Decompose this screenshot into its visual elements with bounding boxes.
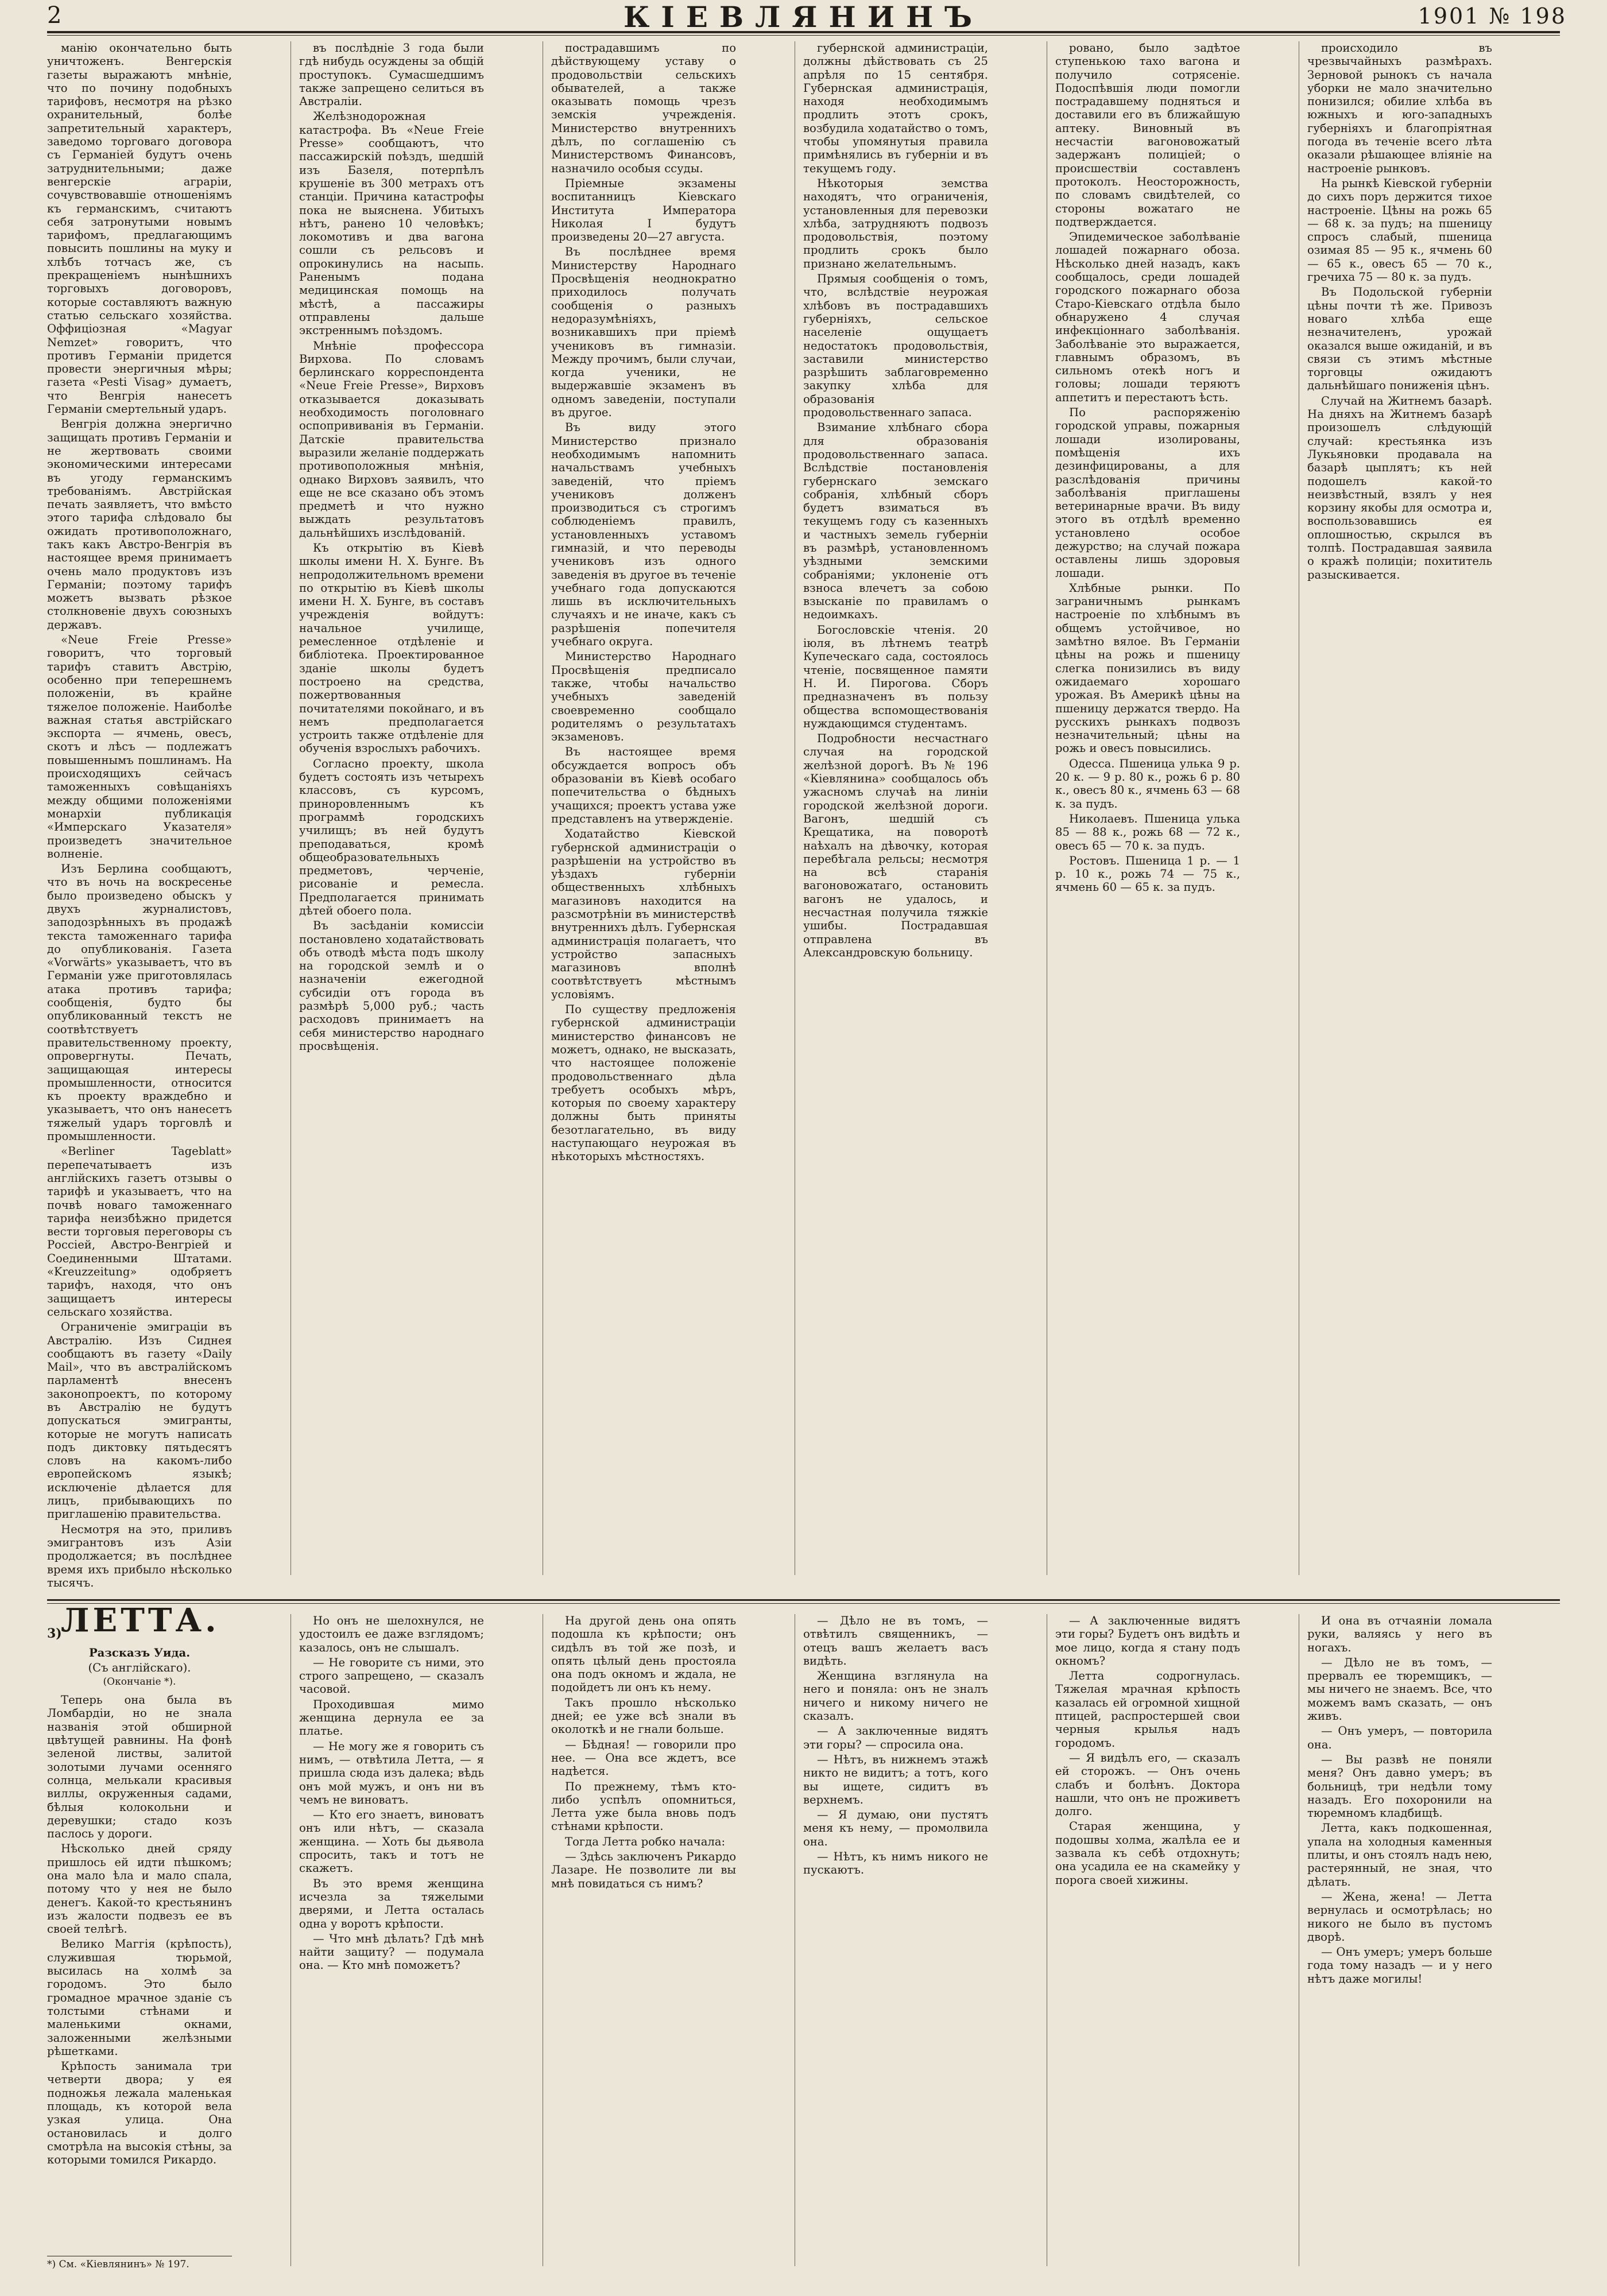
story-paragraph: — А заключенные видятъ эти горы? — спросила она. [803,1724,988,1751]
masthead-rule-thin [47,35,1560,36]
article-paragraph: пострадавшимъ по дѣйствующему уставу о продовольствіи сельскихъ обывателей, а также оказывать помощь чрезъ земскія учрежденія. Министерство внутреннихъ дѣлъ, по соглашенію съ Министерствомъ Финансовъ, назначило особыя ссуды. [551,41,736,175]
story-paragraph: — Онъ умеръ; умеръ больше года тому назадъ — и у него нѣтъ даже могилы! [1307,1945,1492,1985]
article-paragraph: Случай на Житнемъ базарѣ. На дняхъ на Житнемъ базарѣ произошелъ слѣдующій случай: крестьянка изъ Лукьяновки продавала на базарѣ цыплятъ; къ ней подошелъ какой-то неизвѣстный, взялъ у нея корзину якобы для осмотра и, воспользовавшись ея оплошностью, скрылся въ толпѣ. Пострадавшая заявила о кражѣ полиціи; похититель разыскивается. [1307,394,1492,581]
article-paragraph: Пріемные экзамены воспитанницъ Кіевскаго Института Императора Николая I будутъ произведены 20—27 августа. [551,176,736,244]
story-paragraph: Крѣпость занимала три четверти двора; у ея подножья лежала маленькая площадь, къ которой вела узкая улица. Она остановилась и долго смотрѣла на высокія стѣны, за которыми томился Рикардо. [47,2060,232,2167]
story-title-mark: 3) [47,1626,62,1642]
article-paragraph: Ходатайство Кіевской губернской администраціи о разрѣшеніи на устройство въ уѣздахъ губерніи общественныхъ хлѣбныхъ магазиновъ находится на разсмотрѣніи въ министерствѣ внутреннихъ дѣлъ. Губернская администрація полагаетъ, что устройство запасныхъ магазиновъ вполнѣ соотвѣтствуетъ мѣстнымъ условіямъ. [551,827,736,1001]
story-paragraph: — Дѣло не въ томъ, — прервалъ ее тюремщикъ, — мы ничего не знаемъ. Все, что можемъ вамъ сказать, — онъ живъ. [1307,1655,1492,1723]
article-paragraph: «Neue Freie Presse» говоритъ, что торговый тарифъ ставитъ Австрію, особенно при теперешнемъ положеніи, въ крайне тяжелое положеніе. Наиболѣе важная статья австрійскаго экспорта — ячмень, овесъ, скотъ и лѣсъ — подлежатъ повышеннымъ пошлинамъ. На происходящихъ сейчасъ таможенныхъ совѣщаніяхъ между общими положеніями монархіи публикація «Имперскаго Указателя» произведетъ значительное волненіе. [47,633,232,860]
story-paragraph: — Нѣтъ, въ нижнемъ этажѣ никто не видитъ; а тотъ, кого вы ищете, сидитъ въ верхнемъ. [803,1752,988,1806]
article-paragraph: Изъ Берлина сообщаютъ, что въ ночь на воскресенье было произведено обыскъ у двухъ журналистовъ, заподозрѣнныхъ въ продажѣ текста таможеннаго тарифа до опубликованія. Газета «Vorwärts» указываетъ, что въ Германіи уже приготовлялась атака противъ тарифа; сообщенія, будто бы опубликованный текстъ не соотвѣтствуетъ правительственному проекту, опровергнуты. Печать, защищающая интересы промышленности, относится къ проекту враждебно и указываетъ, что онъ нанесетъ тяжелый ударъ торговлѣ и промышленности. [47,862,232,1143]
story-paragraph: — Дѣло не въ томъ, — отвѣтилъ священникъ, — отецъ вашъ желаетъ васъ видѣть. [803,1614,988,1667]
article-paragraph: По распоряженію городской управы, пожарныя лошади изолированы, помѣщенія ихъ дезинфицированы, а для разслѣдованія причины заболѣванія приглашены ветеринарные врачи. Въ виду этого въ отдѣлѣ временно установлено особое дежурство; на случай пожара оставлены лишь здоровыя лошади. [1055,406,1240,580]
story-paragraph: По прежнему, тѣмъ кто-либо успѣлъ опомниться, Летта уже была вновь подъ стѣнами крѣпости. [551,1779,736,1833]
article-paragraph: Венгрія должна энергично защищать противъ Германіи и не жертвовать своими экономическими интересами въ угоду германскимъ требованіямъ. Австрійская печать заявляетъ, что вмѣсто этого тарифа слѣдовало бы ожидать противоположнаго, такъ какъ Австро-Венгрія въ настоящее время принимаетъ очень мало продуктовъ изъ Германіи; поэтому тарифъ можетъ вызвать рѣзкое столкновеніе двухъ союзныхъ державъ. [47,417,232,631]
masthead [0,0,1607,36]
article-paragraph: «Berliner Tageblatt» перепечатываетъ изъ англійскихъ газетъ отзывы о тарифѣ и указываетъ, что на почвѣ новаго таможеннаго тарифа неизбѣжно придется вести торговыя переговоры съ Россіей, Австро-Венгріей и Соединенными Штатами. «Kreuzzeitung» одобряетъ тарифъ, находя, что онъ защищаетъ интересы сельскаго хозяйства. [47,1145,232,1318]
story-paragraph: — Не могу же я говорить съ нимъ, — отвѣтила Летта, — я пришла сюда изъ далека; вѣдь онъ мой мужъ, и онъ ни въ чемъ не виноватъ. [299,1739,484,1806]
story-title: ЛЕТТА. $^{3)}$ [47,1601,220,1642]
story-paragraph: — Здѣсь заключенъ Рикардо Лазаре. Не позволите ли вы мнѣ повидаться съ нимъ? [551,1850,736,1890]
story-paragraph: Велико Маггія (крѣпость), служившая тюрьмой, высилась на холмѣ за городомъ. Это было громадное мрачное зданіе съ толстыми стѣнами и маленькими окнами, заложенными желѣзными рѣшетками. [47,1937,232,2058]
article-paragraph: Одесса. Пшеница улька 9 р. 20 к. — 9 р. 80 к., рожь 6 р. 80 к., овесъ 80 к., ячмень 63 — 68 к. за пудъ. [1055,757,1240,810]
story-paragraph: Летта содрогнулась. Тяжелая мрачная крѣпость казалась ей огромной хищной птицей, распростершей свои черныя крылья надъ городомъ. [1055,1669,1240,1750]
article-paragraph: Въ засѣданіи комиссіи постановлено ходатайствовать объ отводѣ мѣста подъ школу на городской землѣ и о назначеніи ежегодной субсидіи отъ города въ размѣрѣ 5,000 руб.; часть расходовъ принимаетъ на себя министерство народнаго просвѣщенія. [299,919,484,1053]
story-paragraph: — Нѣтъ, къ нимъ никого не пускаютъ. [803,1850,988,1877]
news-column-3 [551,41,736,1580]
story-paragraph: — Вы развѣ не поняли меня? Онъ давно умеръ; въ больницѣ, три недѣли тому назадъ. Его похоронили на тюремномъ кладбищѣ. [1307,1752,1492,1820]
story-paragraph: — А заключенные видятъ эти горы? Будетъ онъ видѣть и мое лицо, когда я стану подъ окномъ? [1055,1614,1240,1667]
news-column-4 [803,41,988,1580]
article-paragraph: Подробности несчастнаго случая на городской желѣзной дорогѣ. Въ № 196 «Кіевлянина» сообщалось объ ужасномъ случаѣ на линіи городской желѣзной дороги. Вагонъ, шедшій съ Крещатика, на поворотѣ наѣхалъ на дѣвочку, которая перебѣгала рельсы; несмотря на всѣ старанія вагоновожатаго, остановить вагонъ не удалось, и несчастная получила тяжкіе ушибы. Пострадавшая отправлена въ Александровскую больницу. [803,732,988,959]
article-paragraph: На рынкѣ Кіевской губерніи до сихъ поръ держится тихое настроеніе. Цѣны на рожь 65 — 68 к. за пудъ; на пшеницу спросъ слабый, пшеница озимая 85 — 95 к., ячмень 60 — 65 к., овесъ 65 — 70 к., гречиха 75 — 80 к. за пудъ. [1307,176,1492,284]
article-paragraph: Нѣкоторыя земства находятъ, что ограниченія, установленныя для перевозки хлѣба, затрудняютъ подвозъ продовольствія, поэтому продлить срокъ было признано желательнымъ. [803,176,988,270]
story-paragraph: Въ это время женщина исчезла за тяжелыми дверями, и Летта осталась одна у воротъ крѣпости. [299,1876,484,1930]
article-paragraph: Къ открытію въ Кіевѣ школы имени Н. Х. Бунге. Въ непродолжительномъ времени по открытію въ Кіевѣ школы имени Н. Х. Бунге, въ составъ учрежденія войдутъ: начальное училище, ремесленное отдѣленіе и библіотека. Проектированное зданіе школы будетъ построено на средства, пожертвованныя почитателями покойнаго, и въ немъ предполагается устроить также отдѣленіе для обученія взрослыхъ рабочихъ. [299,541,484,755]
feuilleton-rule-thin [47,1603,1560,1604]
article-paragraph: Прямыя сообщенія о томъ, что, вслѣдствіе неурожая хлѣбовъ въ пострадавшихъ губерніяхъ, сельское населеніе ощущаетъ недостатокъ продовольствія, заставили министерство разрѣшить заблаговременно закупку хлѣба для образованія продовольственнаго запаса. [803,272,988,420]
article-paragraph: ровано, было задѣтое ступенькою тахо вагона и получило сотрясеніе. Подоспѣвшія люди помогли пострадавшему подняться и доставили его въ ближайшую аптеку. Виновный въ несчастіи вагоновожатый задержанъ полиціей; о происшествіи составленъ протоколъ. Неосторожность, по словамъ свидѣтелей, со стороны вожатаго не подтверждается. [1055,41,1240,228]
story-paragraph: — Кто его знаетъ, виноватъ онъ или нѣтъ, — сказала женщина. — Хоть бы дьявола спросить, такъ и тотъ не скажетъ. [299,1808,484,1875]
story-paragraph: — Не говорите съ ними, это строго запрещено, — сказалъ часовой. [299,1655,484,1696]
story-column-3 [551,1614,736,2266]
article-paragraph: происходило въ чрезвычайныхъ размѣрахъ. Зерновой рынокъ съ начала уборки не мало значительно понизился; обилие хлѣба въ южныхъ и юго-западныхъ губерніяхъ и благопріятная погода въ теченіе всего лѣта оказали рѣшающее вліяніе на настроеніе рынковъ. [1307,41,1492,175]
article-paragraph: въ послѣдніе 3 года были гдѣ нибудь осуждены за общій проступокъ. Сумасшедшимъ также запрещено селиться въ Австраліи. [299,41,484,108]
article-paragraph: По существу предложенія губернской администраціи министерство финансовъ не можетъ, однако, не высказать, что настоящее положеніе продовольственнаго дѣла требуетъ особыхъ мѣръ, которыя по своему характеру должны быть приняты безотлагательно, въ виду наступающаго неурожая въ нѣкоторыхъ мѣстностяхъ. [551,1003,736,1163]
article-paragraph: Эпидемическое заболѣваніе лошадей пожарнаго обоза. Нѣсколько дней назадъ, какъ сообщалось, среди лошадей городского пожарнаго обоза Старо-Кіевскаго отдѣла было обнаружено 4 случая инфекціоннаго заболѣванія. Заболѣваніе это выражается, главнымъ образомъ, въ сильномъ отекѣ ногъ и головы; лошади теряютъ аппетитъ и перестаютъ ѣсть. [1055,230,1240,404]
news-column-1 [47,41,232,1589]
article-paragraph: Взимание хлѣбнаго сбора для образованія продовольственнаго запаса. Вслѣдствіе постановленія губернскаго земскаго собранія, хлѣбный сборъ будетъ взиматься въ текущемъ году съ казенныхъ и частныхъ земель губерніи въ размѣрѣ, установленномъ уѣздными земскими собраніями; уклоненіе отъ взноса влечетъ за собою взысканіе по правиламъ о недоимкахъ. [803,421,988,622]
story-paragraph: На другой день она опять подошла къ крѣпости; онъ сидѣлъ въ той же позѣ, и опять цѣлый день простояла она подъ окномъ и ждала, не подойдетъ ли онъ къ нему. [551,1614,736,1694]
news-column-6 [1307,41,1492,1580]
story-paragraph: Но онъ не шелохнулся, не удостоилъ ее даже взглядомъ; казалось, онъ не слышалъ. [299,1614,484,1654]
story-continuation: (Окончаніе *). [103,1676,176,1688]
story-column-2 [299,1614,484,2266]
story-paragraph: Теперь она была въ Ломбардіи, но не знала названія этой обширной цвѣтущей равнины. На фонѣ зеленой листвы, залитой золотыми лучами осенняго солнца, мелькали красивыя виллы, окруженныя садами, бѣлыя колокольни и деревушки; стадо козъ паслось у дороги. [47,1693,232,1841]
story-paragraph: Нѣсколько дней сряду пришлось ей идти пѣшкомъ; она мало ѣла и мало спала, потому что у нея не было денегъ. Какой-то крестьянинъ изъ жалости подвезъ ее въ своей телѣгѣ. [47,1842,232,1936]
story-column-6 [1307,1614,1492,2266]
story-paragraph: И она въ отчаяніи ломала руки, валяясь у него въ ногахъ. [1307,1614,1492,1654]
article-paragraph: Въ виду этого Министерство признало необходимымъ напомнить начальствамъ учебныхъ заведеній, что пріемъ учениковъ долженъ производиться съ строгимъ соблюденіемъ правилъ, установленныхъ уставомъ гимназій, и что переводы учениковъ изъ одного заведенія въ другое въ теченіе учебнаго года допускаются лишь въ исключительныхъ случаяхъ и не иначе, какъ съ разрѣшенія попечителя учебнаго округа. [551,421,736,649]
story-subtitle: Разсказъ Уида. [88,1646,191,1660]
story-paragraph: — Я думаю, они пустятъ меня къ нему, — промолвила она. [803,1808,988,1848]
story-paragraph: — Бѣдная! — говорили про нее. — Она все ждетъ, все надѣется. [551,1737,736,1778]
story-paragraph: Летта, какъ подкошенная, упала на холодныя каменныя плиты, и онъ стоялъ надъ нею, растерянный, не зная, что дѣлать. [1307,1821,1492,1888]
story-column-4 [803,1614,988,2266]
story-translation-note: (Съ англійскаго). [88,1661,191,1674]
article-paragraph: Ростовъ. Пшеница 1 р. — 1 р. 10 к., рожь 74 — 75 к., ячмень 60 — 65 к. за пудъ. [1055,854,1240,894]
story-paragraph: Женщина взглянула на него и поняла: онъ не зналъ ничего и никому ничего не сказалъ. [803,1669,988,1723]
article-paragraph: Ограниченіе эмиграціи въ Австралію. Изъ Сиднея сообщаютъ въ газету «Daily Mail», что въ австралійскомъ парламентѣ внесенъ законопроектъ, по которому въ Австралію не будутъ допускаться эмигранты, которые не могутъ написать подъ диктовку пятьдесятъ словъ на какомъ-либо европейскомъ языкѣ; исключеніе дѣлается для лицъ, прибывающихъ по приглашенію правительства. [47,1320,232,1521]
story-footnote: *) См. «Кіевлянинъ» № 197. [47,2256,232,2270]
article-paragraph: манію окончательно быть уничтоженъ. Венгерскія газеты выражаютъ мнѣніе, что по почину подобныхъ тарифовъ, несмотря на рѣзко охранительный, болѣе запретительный характеръ, заведомо торговаго договора съ Германіей будутъ очень затруднительными; даже венгерскіе аграріи, сочувствовавшіе отношеніямъ къ германскимъ, считаютъ себя затронутыми новымъ тарифомъ, предлагающимъ повысить пошлины на муку и хлѣбъ тотчасъ же, съ прекращеніемъ нынѣшнихъ торговыхъ договоровъ, которые составляютъ важную статью сельскаго хозяйства. Оффиціозная «Magyar Nemzet» говоритъ, что противъ Германіи придется провести энергичныя мѣры; газета «Pesti Visag» думаетъ, что Венгрія нанесетъ Германіи смертельный ударъ. [47,41,232,416]
story-paragraph: Такъ прошло нѣсколько дней; ее уже всѣ знали въ околоткѣ и не гнали больше. [551,1696,736,1736]
story-column-1 [47,1601,232,2266]
story-paragraph: Тогда Летта робко начала: [565,1835,726,1848]
page-number: 2 [47,2,62,29]
story-paragraph: Старая женщина, у подошвы холма, жалѣла ее и зазвала къ себѣ отдохнуть; она усадила ее на скамейку у порога своей хижины. [1055,1820,1240,1887]
story-paragraph: — Я видѣлъ его, — сказалъ ей сторожъ. — Онъ очень слабъ и болѣнъ. Доктора нашли, что онъ не проживетъ долго. [1055,1751,1240,1818]
story-column-5 [1055,1614,1240,2266]
newspaper-title: КІЕВЛЯНИНЪ [623,0,984,34]
story-paragraph: — Что мнѣ дѣлать? Гдѣ мнѣ найти защиту? — подумала она. — Кто мнѣ поможетъ? [299,1932,484,1972]
article-paragraph: Хлѣбные рынки. По заграничнымъ рынкамъ настроеніе по хлѣбнымъ въ общемъ устойчивое, но замѣтно вялое. Въ Германіи цѣны на рожь и пшеницу слегка понизились въ виду ожидаемаго хорошаго урожая. Въ Америкѣ цѣны на пшеницу держатся твердо. На русскихъ рынкахъ подвозъ незначительный; цѣны на рожь и овесъ повысились. [1055,581,1240,755]
article-paragraph: Мнѣніе профессора Вирхова. По словамъ берлинскаго корреспондента «Neue Freie Presse», Вирховъ отказывается доказывать необходимость поголовнаго оспопрививанія въ Германіи. Датскіе правительства выразили желаніе поддержать противоположныя мнѣнія, однако Вирховъ заявилъ, что еще не все сказано объ этомъ предметѣ и что нужно выждать результатовъ дальнѣйшихъ изслѣдованій. [299,339,484,540]
article-paragraph: Въ послѣднее время Министерству Народнаго Просвѣщенія неоднократно приходилось получать сообщенія о разныхъ недоразумѣніяхъ, возникавшихъ при пріемѣ учениковъ въ гимназіи. Между прочимъ, были случаи, когда ученики, не выдержавшіе экзаменъ въ одномъ заведеніи, поступали въ другое. [551,245,736,420]
article-paragraph: Министерство Народнаго Просвѣщенія предписало также, чтобы начальство учебныхъ заведеній своевременно сообщало родителямъ о результатахъ экзаменовъ. [551,650,736,744]
masthead-rule [47,31,1560,33]
article-paragraph: Въ настоящее время обсуждается вопросъ объ образованіи въ Кіевѣ особаго попечительства о бѣдныхъ учащихся; проектъ устава уже представленъ на утвержденіе. [551,745,736,825]
feuilleton-rule [47,1599,1560,1601]
article-paragraph: Богословскіе чтенія. 20 іюля, въ лѣтнемъ театрѣ Купеческаго сада, состоялось чтеніе, посвященное памяти Н. И. Пирогова. Сборъ предназначенъ въ пользу общества вспомоществованія нуждающимся студентамъ. [803,623,988,730]
news-column-5 [1055,41,1240,1580]
story-paragraph: Проходившая мимо женщина дернула ее за платье. [299,1697,484,1738]
news-column-2 [299,41,484,1580]
article-paragraph: Согласно проекту, школа будетъ состоять изъ четырехъ классовъ, съ курсомъ, приноровленнымъ къ программѣ городскихъ училищъ; въ ней будутъ преподаваться, кромѣ общеобразовательныхъ предметовъ, черченіе, рисованіе и ремесла. Предполагается принимать дѣтей обоего пола. [299,757,484,917]
article-paragraph: Николаевъ. Пшеница улька 85 — 88 к., рожь 68 — 72 к., овесъ 65 — 70 к. за пудъ. [1055,812,1240,852]
article-paragraph: губернской администраціи, должны дѣйствовать съ 25 апрѣля по 15 сентября. Губернская администрація, находя необходимымъ продлить этотъ срокъ, возбудила ходатайство о томъ, чтобы упомянутыя правила примѣнялись въ губерніи и въ текущемъ году. [803,41,988,175]
article-paragraph: Въ Подольской губерніи цѣны почти тѣ же. Привозъ новаго хлѣба еще незначителенъ, урожай оказался выше ожиданій, и въ связи съ этимъ мѣстные торговцы ожидаютъ дальнѣйшаго пониженія цѣнъ. [1307,285,1492,393]
story-paragraph: — Жена, жена! — Летта вернулась и осмотрѣлась; но никого не было въ пустомъ дворѣ. [1307,1890,1492,1944]
article-paragraph: Желѣзнодорожная катастрофа. Въ «Neue Freie Presse» сообщаютъ, что пассажирскій поѣздъ, шедшій изъ Базеля, потерпѣлъ крушеніе въ 300 метрахъ отъ станціи. Причина катастрофы пока не выяснена. Убитыхъ нѣтъ, ранено 10 человѣкъ; локомотивъ и два вагона сошли съ рельсовъ и опрокинулись на насыпь. Раненымъ подана медицинская помощь на мѣстѣ, а пассажиры отправлены дальше экстреннымъ поѣздомъ. [299,110,484,338]
article-paragraph: Несмотря на это, приливъ эмигрантовъ изъ Азіи продолжается; въ послѣднее время ихъ прибыло нѣсколько тысячъ. [47,1522,232,1589]
story-paragraph: — Онъ умеръ, — повторила она. [1307,1724,1492,1751]
year-issue: 1901 № 198 [1418,3,1567,29]
